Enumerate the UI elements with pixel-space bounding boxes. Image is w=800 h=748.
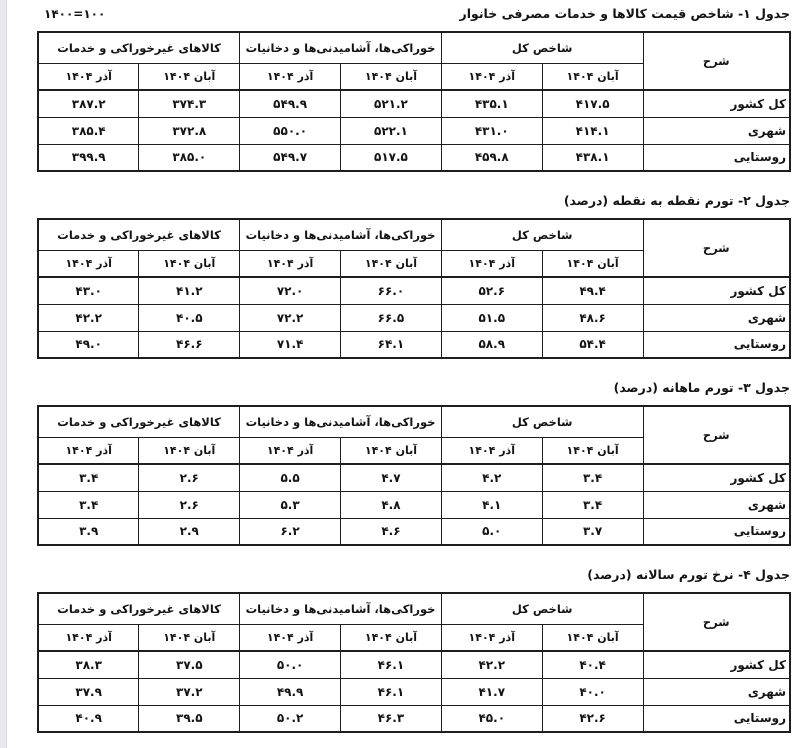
value-cell: ۲.۹ bbox=[139, 518, 240, 545]
value-cell: ۴.۲ bbox=[441, 464, 542, 491]
month-header: آذر ۱۴۰۴ bbox=[38, 437, 139, 464]
group-total-index: شاخص کل bbox=[441, 32, 643, 63]
row-label: شهری bbox=[643, 117, 790, 144]
value-cell: ۲.۶ bbox=[139, 464, 240, 491]
month-header: آذر ۱۴۰۴ bbox=[240, 437, 341, 464]
value-cell: ۵۱.۵ bbox=[441, 304, 542, 331]
table-2-section bbox=[37, 193, 791, 359]
group-nonfood-services: کالاهای غیرخوراکی و خدمات bbox=[38, 593, 240, 624]
month-header: آذر ۱۴۰۴ bbox=[441, 250, 542, 277]
row-label: کل کشور bbox=[643, 277, 790, 304]
desc-column-header: شرح bbox=[643, 406, 790, 464]
table-row bbox=[38, 705, 790, 732]
value-cell: ۳.۴ bbox=[542, 464, 643, 491]
value-cell: ۳۷۲.۸ bbox=[139, 117, 240, 144]
table-4-section bbox=[37, 567, 791, 733]
value-cell: ۵۵۰.۰ bbox=[240, 117, 341, 144]
value-cell: ۵۲۱.۲ bbox=[341, 90, 442, 117]
value-cell: ۳۷.۹ bbox=[38, 678, 139, 705]
row-label: شهری bbox=[643, 304, 790, 331]
value-cell: ۴۳۵.۱ bbox=[441, 90, 542, 117]
table-3-section bbox=[37, 380, 791, 546]
value-cell: ۴۶.۶ bbox=[139, 331, 240, 358]
value-cell: ۳.۴ bbox=[38, 464, 139, 491]
group-nonfood-services: کالاهای غیرخوراکی و خدمات bbox=[38, 219, 240, 250]
month-header: آبان ۱۴۰۴ bbox=[139, 437, 240, 464]
table-row bbox=[38, 304, 790, 331]
table-1-title: جدول ۱- شاخص قیمت کالاها و خدمات مصرفی خانوار bbox=[459, 6, 790, 21]
table-4-title-row bbox=[37, 567, 790, 583]
group-food-beverages-tobacco: خوراکی‌ها، آشامیدنی‌ها و دخانیات bbox=[240, 593, 442, 624]
group-food-beverages-tobacco: خوراکی‌ها، آشامیدنی‌ها و دخانیات bbox=[240, 32, 442, 63]
value-cell: ۵۰.۰ bbox=[240, 651, 341, 678]
month-header: آذر ۱۴۰۴ bbox=[240, 250, 341, 277]
value-cell: ۴۲.۲ bbox=[38, 304, 139, 331]
value-cell: ۲.۶ bbox=[139, 491, 240, 518]
group-header-row bbox=[38, 219, 790, 250]
table-row bbox=[38, 117, 790, 144]
value-cell: ۴.۶ bbox=[341, 518, 442, 545]
value-cell: ۶.۲ bbox=[240, 518, 341, 545]
table-row bbox=[38, 90, 790, 117]
desc-column-header: شرح bbox=[643, 219, 790, 277]
value-cell: ۳۸.۳ bbox=[38, 651, 139, 678]
value-cell: ۴۲.۲ bbox=[441, 651, 542, 678]
month-header: آبان ۱۴۰۴ bbox=[542, 63, 643, 90]
value-cell: ۴.۱ bbox=[441, 491, 542, 518]
table-row bbox=[38, 144, 790, 171]
value-cell: ۳۸۵.۴ bbox=[38, 117, 139, 144]
month-header: آبان ۱۴۰۴ bbox=[139, 63, 240, 90]
table-3-title: جدول ۳- تورم ماهانه (درصد) bbox=[613, 380, 790, 395]
value-cell: ۴۵.۰ bbox=[441, 705, 542, 732]
table-1-title-row bbox=[37, 6, 790, 22]
group-food-beverages-tobacco: خوراکی‌ها، آشامیدنی‌ها و دخانیات bbox=[240, 219, 442, 250]
month-header: آبان ۱۴۰۴ bbox=[341, 250, 442, 277]
table-3-monthly-inflation bbox=[37, 405, 791, 546]
value-cell: ۴۰.۵ bbox=[139, 304, 240, 331]
desc-column-header: شرح bbox=[643, 593, 790, 651]
table-4-title: جدول ۴- نرخ تورم سالانه (درصد) bbox=[587, 567, 790, 582]
value-cell: ۷۲.۰ bbox=[240, 277, 341, 304]
table-row bbox=[38, 678, 790, 705]
table-row bbox=[38, 518, 790, 545]
group-header-row bbox=[38, 406, 790, 437]
group-header-row bbox=[38, 593, 790, 624]
group-nonfood-services: کالاهای غیرخوراکی و خدمات bbox=[38, 406, 240, 437]
month-header: آذر ۱۴۰۴ bbox=[38, 63, 139, 90]
month-header: آذر ۱۴۰۴ bbox=[240, 624, 341, 651]
value-cell: ۵.۳ bbox=[240, 491, 341, 518]
month-header: آذر ۱۴۰۴ bbox=[38, 250, 139, 277]
value-cell: ۴۵۹.۸ bbox=[441, 144, 542, 171]
value-cell: ۵.۵ bbox=[240, 464, 341, 491]
month-header: آبان ۱۴۰۴ bbox=[542, 624, 643, 651]
month-header: آبان ۱۴۰۴ bbox=[139, 250, 240, 277]
group-total-index: شاخص کل bbox=[441, 593, 643, 624]
table-1-section bbox=[37, 6, 791, 172]
value-cell: ۵۲۲.۱ bbox=[341, 117, 442, 144]
value-cell: ۷۱.۴ bbox=[240, 331, 341, 358]
row-label: کل کشور bbox=[643, 464, 790, 491]
value-cell: ۴۰.۴ bbox=[542, 651, 643, 678]
value-cell: ۵.۰ bbox=[441, 518, 542, 545]
value-cell: ۳.۹ bbox=[38, 518, 139, 545]
month-header: آبان ۱۴۰۴ bbox=[542, 437, 643, 464]
value-cell: ۴۹.۴ bbox=[542, 277, 643, 304]
value-cell: ۴۱.۷ bbox=[441, 678, 542, 705]
row-label: روستایی bbox=[643, 518, 790, 545]
value-cell: ۴۰.۰ bbox=[542, 678, 643, 705]
value-cell: ۵۰.۲ bbox=[240, 705, 341, 732]
table-row bbox=[38, 464, 790, 491]
month-header: آذر ۱۴۰۴ bbox=[441, 437, 542, 464]
value-cell: ۶۶.۰ bbox=[341, 277, 442, 304]
table-2-point-to-point-inflation bbox=[37, 218, 791, 359]
table-2-title: جدول ۲- تورم نقطه به نقطه (درصد) bbox=[563, 193, 790, 208]
table-row bbox=[38, 277, 790, 304]
value-cell: ۷۲.۲ bbox=[240, 304, 341, 331]
desc-column-header: شرح bbox=[643, 32, 790, 90]
month-header: آبان ۱۴۰۴ bbox=[341, 437, 442, 464]
row-label: روستایی bbox=[643, 144, 790, 171]
row-label: روستایی bbox=[643, 331, 790, 358]
value-cell: ۳۸۷.۲ bbox=[38, 90, 139, 117]
value-cell: ۳۷۴.۳ bbox=[139, 90, 240, 117]
month-header: آبان ۱۴۰۴ bbox=[341, 624, 442, 651]
value-cell: ۳۸۵.۰ bbox=[139, 144, 240, 171]
index-base-note: ۱۴۰۰=۱۰۰ bbox=[44, 7, 106, 21]
value-cell: ۴۱.۲ bbox=[139, 277, 240, 304]
value-cell: ۴۱۴.۱ bbox=[542, 117, 643, 144]
value-cell: ۴۳.۰ bbox=[38, 277, 139, 304]
value-cell: ۶۶.۵ bbox=[341, 304, 442, 331]
month-header: آبان ۱۴۰۴ bbox=[542, 250, 643, 277]
row-label: روستایی bbox=[643, 705, 790, 732]
value-cell: ۴۶.۱ bbox=[341, 678, 442, 705]
value-cell: ۵۴۹.۹ bbox=[240, 90, 341, 117]
value-cell: ۵۱۷.۵ bbox=[341, 144, 442, 171]
row-label: کل کشور bbox=[643, 651, 790, 678]
table-row bbox=[38, 491, 790, 518]
value-cell: ۳.۷ bbox=[542, 518, 643, 545]
value-cell: ۳۹۹.۹ bbox=[38, 144, 139, 171]
value-cell: ۴۳۱.۰ bbox=[441, 117, 542, 144]
value-cell: ۴.۸ bbox=[341, 491, 442, 518]
group-header-row bbox=[38, 32, 790, 63]
value-cell: ۴۱۷.۵ bbox=[542, 90, 643, 117]
value-cell: ۳۷.۵ bbox=[139, 651, 240, 678]
value-cell: ۳.۴ bbox=[38, 491, 139, 518]
value-cell: ۴۶.۱ bbox=[341, 651, 442, 678]
value-cell: ۴۹.۰ bbox=[38, 331, 139, 358]
table-row bbox=[38, 331, 790, 358]
table-row bbox=[38, 651, 790, 678]
value-cell: ۵۸.۹ bbox=[441, 331, 542, 358]
value-cell: ۴۶.۳ bbox=[341, 705, 442, 732]
month-header: آذر ۱۴۰۴ bbox=[441, 63, 542, 90]
month-header: آبان ۱۴۰۴ bbox=[139, 624, 240, 651]
value-cell: ۵۴۹.۷ bbox=[240, 144, 341, 171]
row-label: شهری bbox=[643, 491, 790, 518]
group-food-beverages-tobacco: خوراکی‌ها، آشامیدنی‌ها و دخانیات bbox=[240, 406, 442, 437]
value-cell: ۳۷.۲ bbox=[139, 678, 240, 705]
month-header: آبان ۱۴۰۴ bbox=[341, 63, 442, 90]
value-cell: ۴.۷ bbox=[341, 464, 442, 491]
month-header: آذر ۱۴۰۴ bbox=[441, 624, 542, 651]
value-cell: ۴۸.۶ bbox=[542, 304, 643, 331]
value-cell: ۶۴.۱ bbox=[341, 331, 442, 358]
value-cell: ۳۹.۵ bbox=[139, 705, 240, 732]
group-total-index: شاخص کل bbox=[441, 406, 643, 437]
group-total-index: شاخص کل bbox=[441, 219, 643, 250]
value-cell: ۴۰.۹ bbox=[38, 705, 139, 732]
table-2-title-row bbox=[37, 193, 790, 209]
value-cell: ۴۹.۹ bbox=[240, 678, 341, 705]
value-cell: ۵۴.۴ bbox=[542, 331, 643, 358]
group-nonfood-services: کالاهای غیرخوراکی و خدمات bbox=[38, 32, 240, 63]
table-1-price-index bbox=[37, 31, 791, 172]
month-header: آذر ۱۴۰۴ bbox=[38, 624, 139, 651]
row-label: شهری bbox=[643, 678, 790, 705]
row-label: کل کشور bbox=[643, 90, 790, 117]
value-cell: ۴۳۸.۱ bbox=[542, 144, 643, 171]
table-3-title-row bbox=[37, 380, 790, 396]
value-cell: ۴۲.۶ bbox=[542, 705, 643, 732]
month-header: آذر ۱۴۰۴ bbox=[240, 63, 341, 90]
value-cell: ۵۲.۶ bbox=[441, 277, 542, 304]
table-4-annual-inflation bbox=[37, 592, 791, 733]
value-cell: ۳.۴ bbox=[542, 491, 643, 518]
